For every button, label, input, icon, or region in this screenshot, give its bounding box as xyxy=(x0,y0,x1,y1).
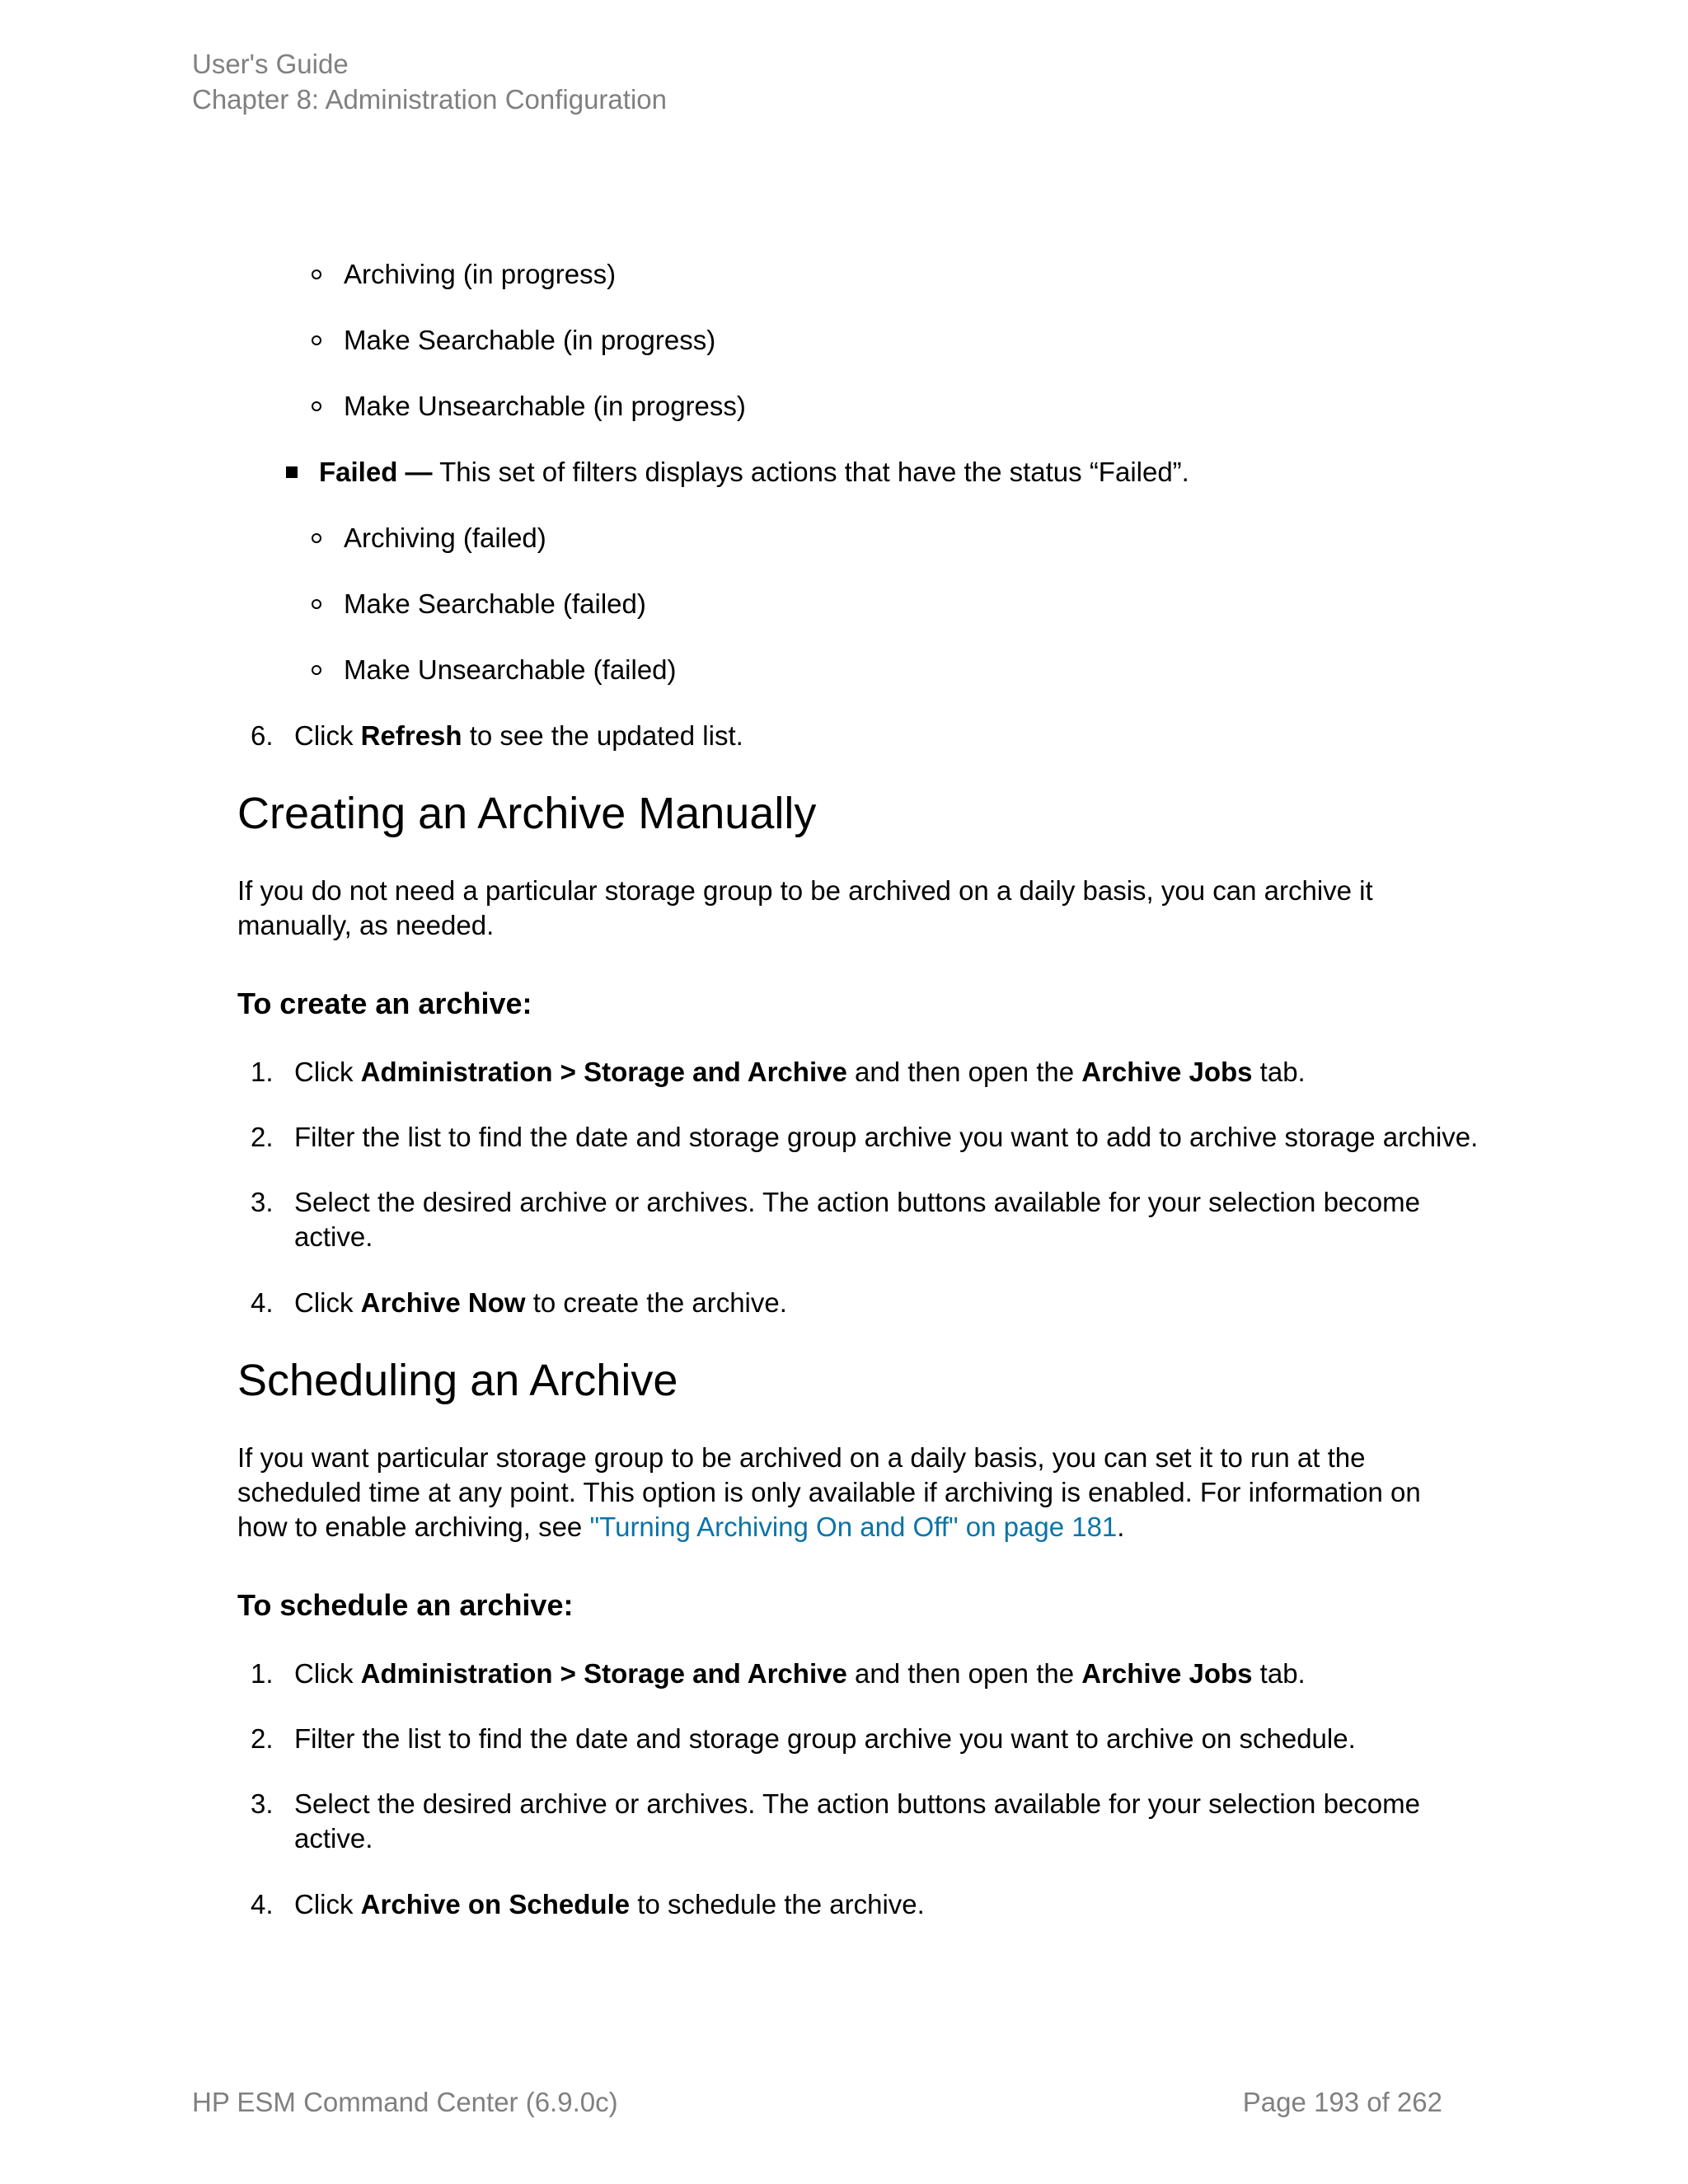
step-text xyxy=(294,1887,925,1922)
running-header xyxy=(192,46,667,117)
failed-text: This set of filters displays actions that have the status “Failed”. xyxy=(432,457,1189,487)
step-text-part: to see the updated list. xyxy=(462,720,743,751)
menu-path: Administration > Storage and Archive xyxy=(360,1658,847,1689)
failed-label: Failed — xyxy=(319,457,433,487)
section-intro: If you do not need a particular storage group to be archived on a daily basis, you can archive it manually, as needed. xyxy=(237,875,1373,940)
list-item: Make Searchable (failed) xyxy=(344,588,646,619)
step-text: Filter the list to find the date and storage group archive you want to archive on schedule. xyxy=(294,1723,1356,1754)
step-number: 4. xyxy=(251,1889,274,1919)
step-text-part: Click xyxy=(294,1889,361,1919)
refresh-label: Refresh xyxy=(360,720,462,751)
cross-reference-link[interactable]: "Turning Archiving On and Off" on page 181 xyxy=(589,1511,1118,1542)
procedure-title: To schedule an archive: xyxy=(237,1588,574,1622)
circle-bullet-icon xyxy=(312,599,321,609)
footer-product: HP ESM Command Center (6.9.0c) xyxy=(192,2087,618,2117)
menu-path: Administration > Storage and Archive xyxy=(360,1057,847,1087)
intro-text: If you want particular storage group to be archived on a daily basis, you can set it to run at the scheduled time at any point. This option is only available if archiving is enabled. For information on how to enable archiving, see xyxy=(237,1442,1421,1542)
step-text-part: Click xyxy=(294,720,361,751)
tab-name: Archive Jobs xyxy=(1081,1057,1253,1087)
circle-bullet-icon xyxy=(312,335,321,345)
step-text xyxy=(294,719,743,753)
step-text-part: and then open the xyxy=(846,1658,1082,1689)
step-text-part: to create the archive. xyxy=(525,1287,787,1318)
step-text: Select the desired archive or archives. The action buttons available for your selection become active. xyxy=(294,1187,1420,1252)
intro-text: . xyxy=(1117,1511,1125,1542)
step-text: Filter the list to find the date and storage group archive you want to add to archive storage archive. xyxy=(294,1122,1479,1152)
section-title-scheduling-archive: Scheduling an Archive xyxy=(237,1356,678,1405)
procedure-title: To create an archive: xyxy=(237,987,532,1020)
list-item: Make Unsearchable (failed) xyxy=(344,654,677,685)
footer-page-number: Page 193 of 262 xyxy=(1242,2087,1442,2117)
step-number: 2. xyxy=(251,1122,274,1152)
step-text: Select the desired archive or archives. The action buttons available for your selection become active. xyxy=(294,1788,1420,1854)
list-item: Archiving (in progress) xyxy=(344,259,617,289)
failed-filter-description xyxy=(319,455,1189,490)
step-text xyxy=(294,1657,1306,1691)
step-number: 1. xyxy=(251,1057,274,1087)
circle-bullet-icon xyxy=(312,533,321,543)
step-number: 1. xyxy=(251,1658,274,1689)
list-item: Make Searchable (in progress) xyxy=(344,325,716,355)
step-text-part: Click xyxy=(294,1658,361,1689)
square-bullet-icon xyxy=(286,466,298,478)
step-text-part: Click xyxy=(294,1287,361,1318)
archive-now-label: Archive Now xyxy=(360,1287,526,1318)
step-number: 3. xyxy=(251,1187,274,1217)
step-text-part: tab. xyxy=(1252,1658,1306,1689)
header-chapter-title: Chapter 8: Administration Configuration xyxy=(192,84,667,115)
archive-on-schedule-label: Archive on Schedule xyxy=(360,1889,631,1919)
tab-name: Archive Jobs xyxy=(1081,1658,1253,1689)
header-doc-title: User's Guide xyxy=(192,49,349,79)
step-text-part: and then open the xyxy=(846,1057,1082,1087)
circle-bullet-icon xyxy=(312,269,321,279)
step-number: 4. xyxy=(251,1287,274,1318)
step-number: 6. xyxy=(251,720,274,751)
step-text-part: tab. xyxy=(1252,1057,1306,1087)
list-item: Make Unsearchable (in progress) xyxy=(344,391,746,421)
circle-bullet-icon xyxy=(312,665,321,675)
list-item: Archiving (failed) xyxy=(344,523,546,553)
step-number: 2. xyxy=(251,1723,274,1754)
step-text xyxy=(294,1055,1306,1090)
section-intro xyxy=(237,1441,1449,1544)
circle-bullet-icon xyxy=(312,401,321,411)
step-text-part: to schedule the archive. xyxy=(630,1889,925,1919)
step-number: 3. xyxy=(251,1788,274,1819)
step-text xyxy=(294,1286,787,1320)
step-text-part: Click xyxy=(294,1057,361,1087)
section-title-creating-archive: Creating an Archive Manually xyxy=(237,789,817,838)
